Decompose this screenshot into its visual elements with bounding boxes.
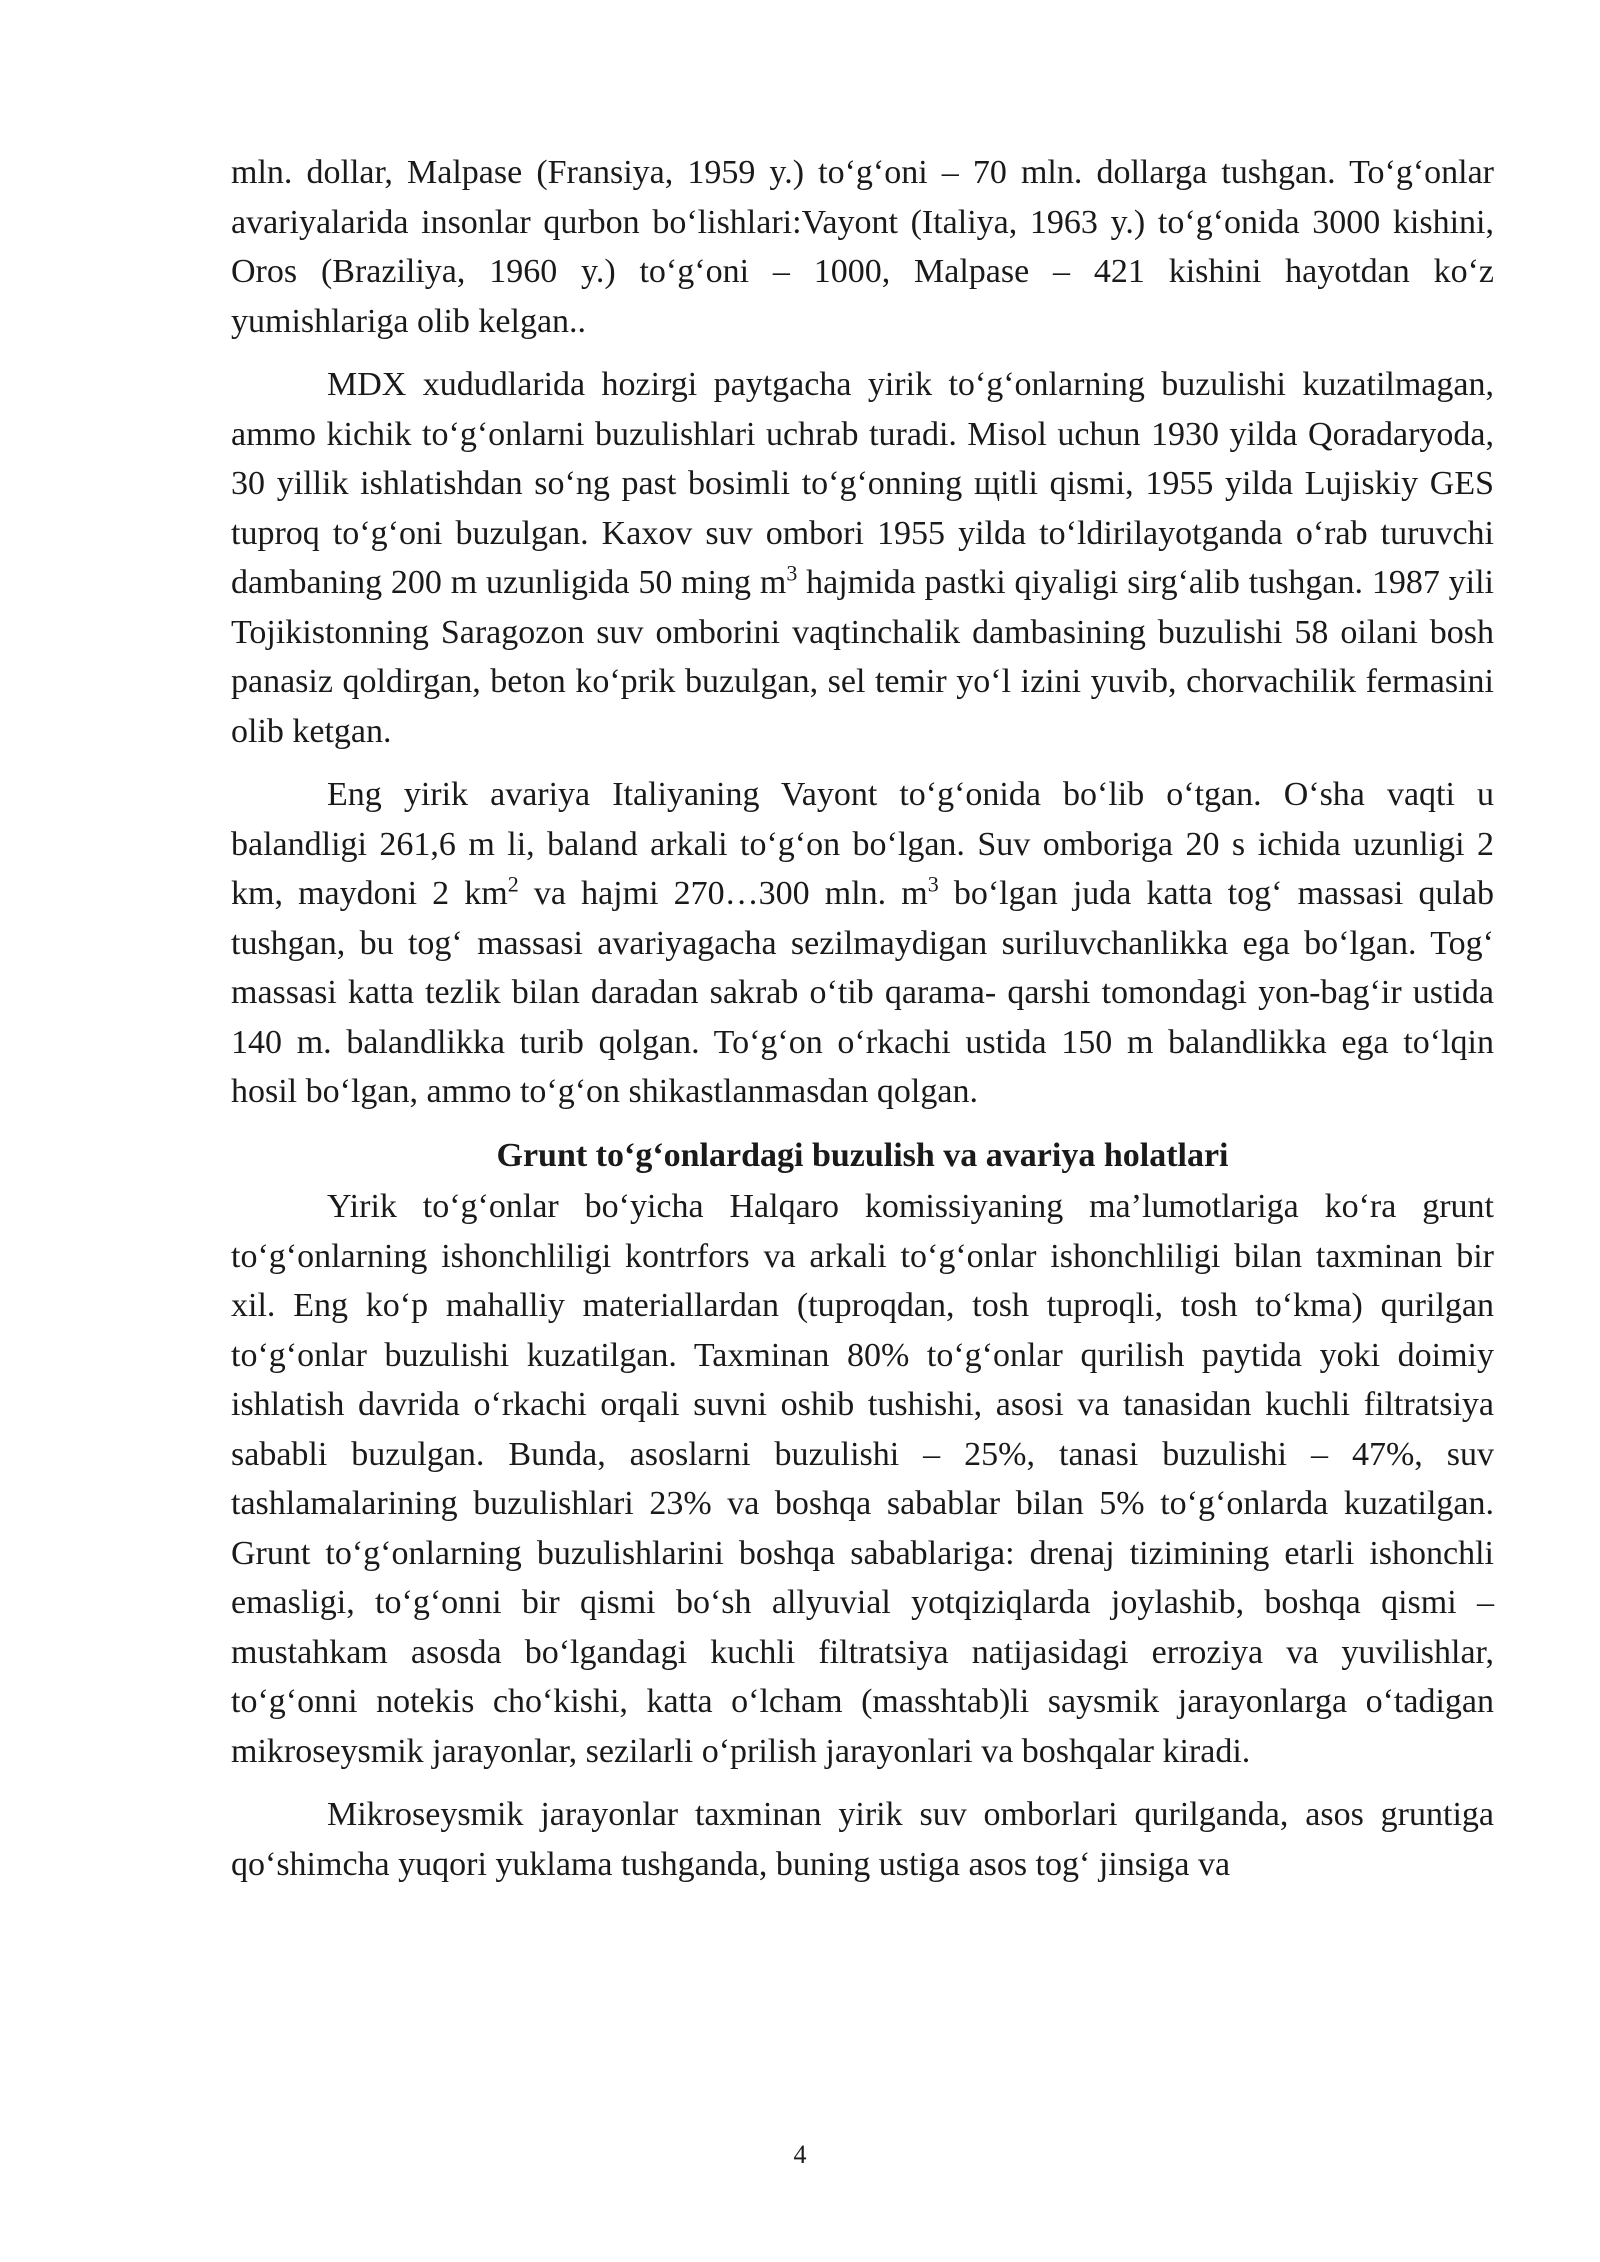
paragraph-3-text-a: Eng yirik avariya Italiyaning Vayont to‘g‘onida bo‘lib o‘tgan. O‘sha vaqti u balandligi 261,6 m li, baland arkali to‘g‘on bo‘lgan. Suv omboriga 20 s ichida uzunligi 2 km, maydoni 2 km [231,776,1494,912]
paragraph-1-text: mln. dollar, Malpase (Fransiya, 1959 y.) to‘g‘oni – 70 mln. dollarga tushgan. To‘g‘onlar avariyalarida insonlar qurbon bo‘lishlari:Vayont (Italiya, 1963 y.) to‘g‘onida 3000 kishini, Oros (Braziliya, 1960 y.) to‘g‘oni – 1000, Malpase – 421 kishini hayotdan ko‘z yumishlariga olib kelgan.. [231,154,1494,340]
paragraph-2 [231,360,1494,756]
paragraph-4-text: Yirik to‘g‘onlar bo‘yicha Halqaro komissiyaning ma’lumotlariga ko‘ra grunt to‘g‘onlarning ishonchliligi kontrfors va arkali to‘g‘onlar ishonchliligi bilan taxminan bir xil. Eng ko‘p mahalliy materiallardan (tuproqdan, tosh tuproqli, tosh to‘kma) qurilgan to‘g‘onlar buzulishi kuzatilgan. Taxminan 80% to‘g‘onlar qurilish paytida yoki doimiy ishlatish davrida o‘rkachi orqali suvni oshib tushishi, asosi va tanasidan kuchli filtratsiya sababli buzulgan. Bunda, asoslarni buzulishi – 25%, tanasi buzulishi – 47%, suv tashlamalarining buzulishlari 23% va boshqa sabablar bilan 5% to‘g‘onlarda kuzatilgan. Grunt to‘g‘onlarning buzulishlarini boshqa sabablariga: drenaj tizimining etarli ishonchli emasligi, to‘g‘onni bir qismi bo‘sh allyuvial yotqiziqlarda joylashib, boshqa qismi – mustahkam asosda bo‘lgandagi kuchli filtratsiya natijasidagi erroziya va yuvilishlar, to‘g‘onni notekis cho‘kishi, katta o‘lcham (masshtab)li saysmik jarayonlarga o‘tadigan mikroseysmik jarayonlar, sezilarli o‘prilish jarayonlari va boshqalar kiradi. [231,1188,1494,1770]
paragraph-3-text-b: va hajmi 270…300 mln. m [518,875,928,912]
paragraph-3 [231,770,1494,1117]
paragraph-1 [231,148,1494,346]
superscript-cubic: 3 [786,560,798,586]
paragraph-2-text-a: MDX xududlarida hozirgi paytgacha yirik to‘g‘onlarning buzulishi kuzatilmagan, ammo kichik to‘g‘onlarni buzulishlari uchrab turadi. Misol uchun 1930 yilda Qoradaryoda, 30 yillik ishlatishdan so‘ng past bosimli to‘g‘onning щitli qismi, 1955 yilda Lujiskiy GES tuproq to‘g‘oni buzulgan. Kaxov suv ombori 1955 yilda to‘ldirilayotganda o‘rab turuvchi dambaning 200 m uzunligida 50 ming m [231,366,1494,601]
document-body [231,148,1494,1903]
paragraph-4 [231,1182,1494,1776]
superscript-square: 2 [507,871,519,897]
superscript-cubic-2: 3 [927,871,939,897]
paragraph-5-text: Mikroseysmik jarayonlar taxminan yirik suv omborlari qurilganda, asos gruntiga qo‘shimcha yuqori yuklama tushganda, buning ustiga asos tog‘ jinsiga va [231,1796,1494,1883]
page-number: 4 [793,2140,807,2169]
paragraph-5 [231,1790,1494,1889]
paragraph-2-text-b: hajmida pastki qiyaligi sirg‘alib tushgan. 1987 yili Tojikistonning Saragozon suv omborini vaqtinchalik dambasining buzulishi 58 oilani bosh panasiz qoldirgan, beton ko‘prik buzulgan, sel temir yo‘l izini yuvib, chorvachilik fermasini olib ketgan. [231,564,1494,750]
paragraph-3-text-c: bo‘lgan juda katta tog‘ massasi qulab tushgan, bu tog‘ massasi avariyagacha sezilmaydigan suriluvchanlikka ega bo‘lgan. Tog‘ massasi katta tezlik bilan daradan sakrab o‘tib qarama- qarshi tomondagi yon-bag‘ir ustida 140 m. balandlikka turib qolgan. To‘g‘on o‘rkachi ustida 150 m balandlikka ega to‘lqin hosil bo‘lgan, ammo to‘g‘on shikastlanmasdan qolgan. [231,875,1494,1110]
section-heading: Grunt to‘g‘onlardagi buzulish va avariya holatlari [496,1136,1229,1174]
